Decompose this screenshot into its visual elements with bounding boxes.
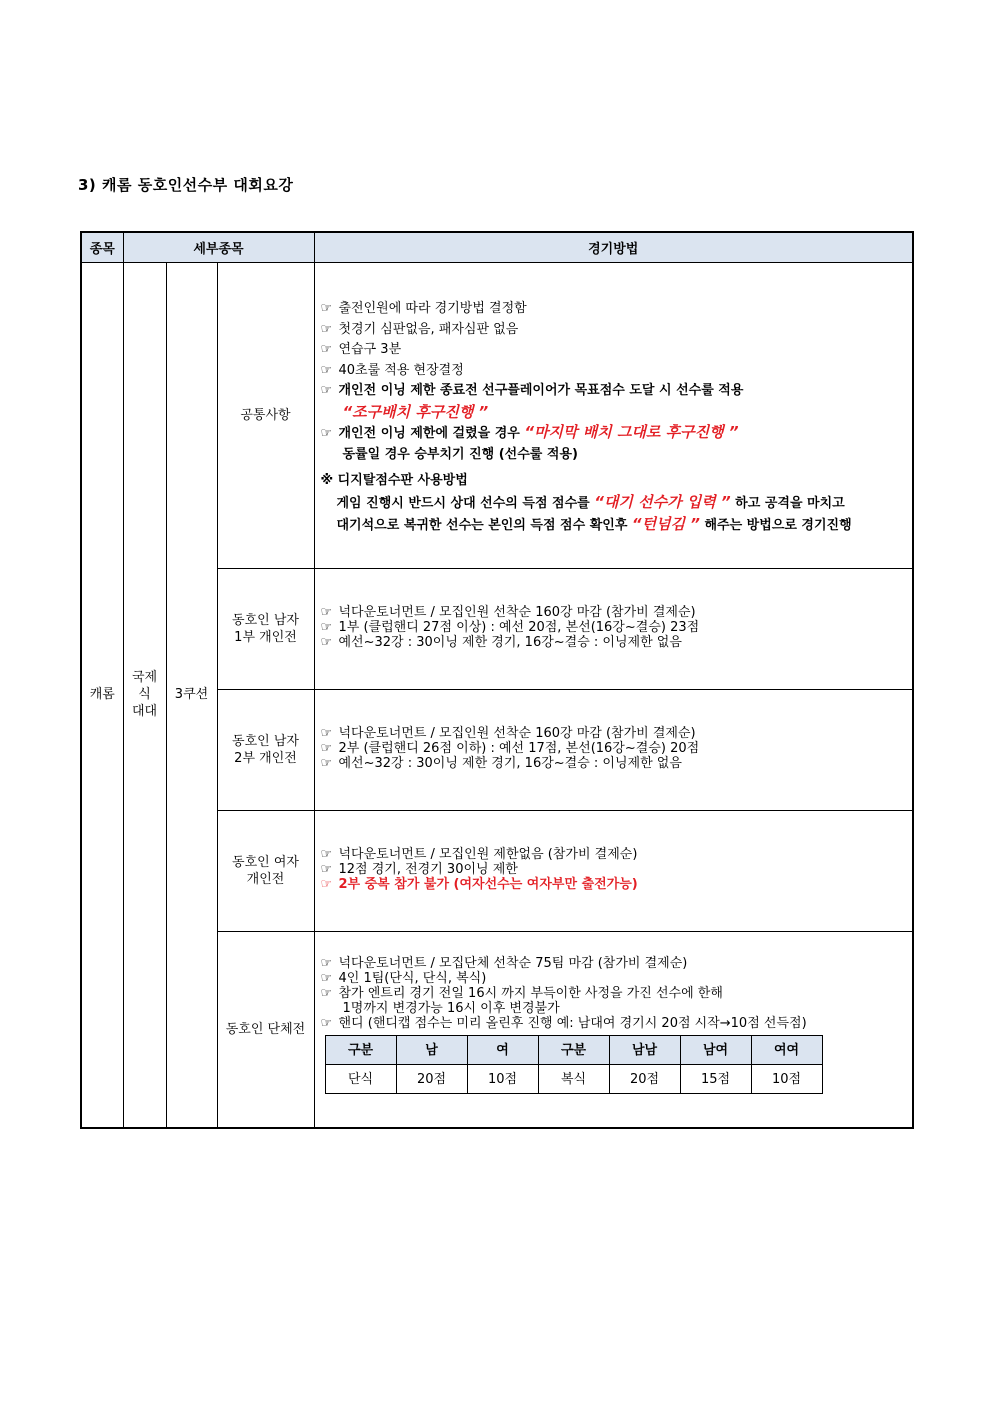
hand-pointing-icon: ☞ [320,620,333,635]
sub-event-women: 동호인 여자 개인전 [217,811,314,932]
hand-pointing-icon: ☞ [320,956,333,971]
method-team: ☞ 넉다운토너먼트 / 모집단체 선착순 75팀 마감 (참가비 결제순) ☞ 4인 1팀(단식, 단식, 복식) ☞ 참가 엔트리 경기 전일 16시 까지 부득이한 사정을 가진 선수에 한해 1명까지 변경가능 16시 이후 변경불가 ☞ 핸디 (핸디캡 점수는 미리 올린후 진행 예: 남대여 경기시 20점 시작→10점 선득점) 구분 남 여 구분 남남 남여 여여 단식 20점 10점 복식 20점 15점 10점 [314,932,913,1128]
hand-pointing-icon: ☞ [320,383,333,398]
handicap-header-row: 구분 남 여 구분 남남 남여 여여 [325,1036,822,1065]
method-women: ☞ 넉다운토너먼트 / 모집인원 제한없음 (참가비 결제순) ☞ 12점 경기, 전경기 30이닝 제한 ☞ 2부 중복 참가 불가 (여자선수는 여자부만 출전가능) [314,811,913,932]
method-men1: ☞ 넉다운토너먼트 / 모집인원 선착순 160강 마감 (참가비 결제순) ☞ 1부 (클럽핸디 27점 이상) : 예선 20점, 본선(16강~결승) 23점 ☞ 예선~32강 : 30이닝 제한 경기, 16강~결승 : 이닝제한 없음 [314,569,913,690]
table-header-row [81,232,913,263]
sub-event-men2: 동호인 남자 2부 개인전 [217,690,314,811]
hand-pointing-icon: ☞ [320,756,333,771]
hand-pointing-icon: ☞ [320,986,333,1001]
hand-pointing-icon: ☞ [320,362,333,378]
header-event: 종목 [81,232,123,263]
hand-pointing-icon: ☞ [320,741,333,756]
hand-pointing-icon: ☞ [320,342,333,357]
event-cell: 캐롬 [81,263,123,1128]
competition-rules-table [80,231,914,1129]
hand-pointing-icon: ☞ [320,971,333,986]
sub-event-men1: 동호인 남자 1부 개인전 [217,569,314,690]
sub-event-team: 동호인 단체전 [217,932,314,1128]
handicap-values-row: 단식 20점 10점 복식 20점 15점 10점 [325,1065,822,1094]
hand-pointing-icon: ☞ [320,862,333,877]
hand-pointing-icon: ☞ [320,877,333,892]
method-men2: ☞ 넉다운토너먼트 / 모집인원 선착순 160강 마감 (참가비 결제순) ☞ 2부 (클럽핸디 26점 이하) : 예선 17점, 본선(16강~결승) 20점 ☞ 예선~32강 : 30이닝 제한 경기, 16강~결승 : 이닝제한 없음 [314,690,913,811]
header-sub-event: 세부종목 [123,232,314,263]
table-row [81,263,913,569]
type-cell: 국제 식 대대 [123,263,166,1128]
hand-pointing-icon: ☞ [320,635,333,650]
method-common: ☞ 출전인원에 따라 경기방법 결정함 ☞ 첫경기 심판없음, 패자심판 없음 ☞ 연습구 3분 ☞ 40초룰 적용 현장결정 ☞ 개인전 이닝 제한 종료전 선구플레이어가 목표점수 도달 시 선수룰 적용 “조구배치 후구진행 ” ☞ 개인전 이닝 제한에 걸렸을 경우 “마지막 배치 그대로 후구진행 ” 동률일 경우 승부치기 진행 (선수룰 적용) ※ 디지탈점수판 사용방법 게임 진행시 반드시 상대 선수의 득점 점수를 “대기 선수가 입력 ” 하고 공격을 마치고 대기석으로 복귀한 선수는 본인의 득점 점수 확인후 “턴넘김 ” 해주는 방법으로 경기진행 [314,263,913,569]
hand-pointing-icon: ☞ [320,301,333,316]
sub-event-common: 공통사항 [217,263,314,569]
handicap-table [325,1035,823,1094]
header-method: 경기방법 [314,232,913,263]
hand-pointing-icon: ☞ [320,726,333,741]
cushion-cell: 3쿠션 [166,263,217,1128]
section-heading: 3) 캐롬 동호인선수부 대회요강 [78,176,294,194]
hand-pointing-icon: ☞ [320,426,333,441]
hand-pointing-icon: ☞ [320,847,333,862]
hand-pointing-icon: ☞ [320,605,333,620]
hand-pointing-icon: ☞ [320,1016,333,1031]
hand-pointing-icon: ☞ [320,321,333,337]
